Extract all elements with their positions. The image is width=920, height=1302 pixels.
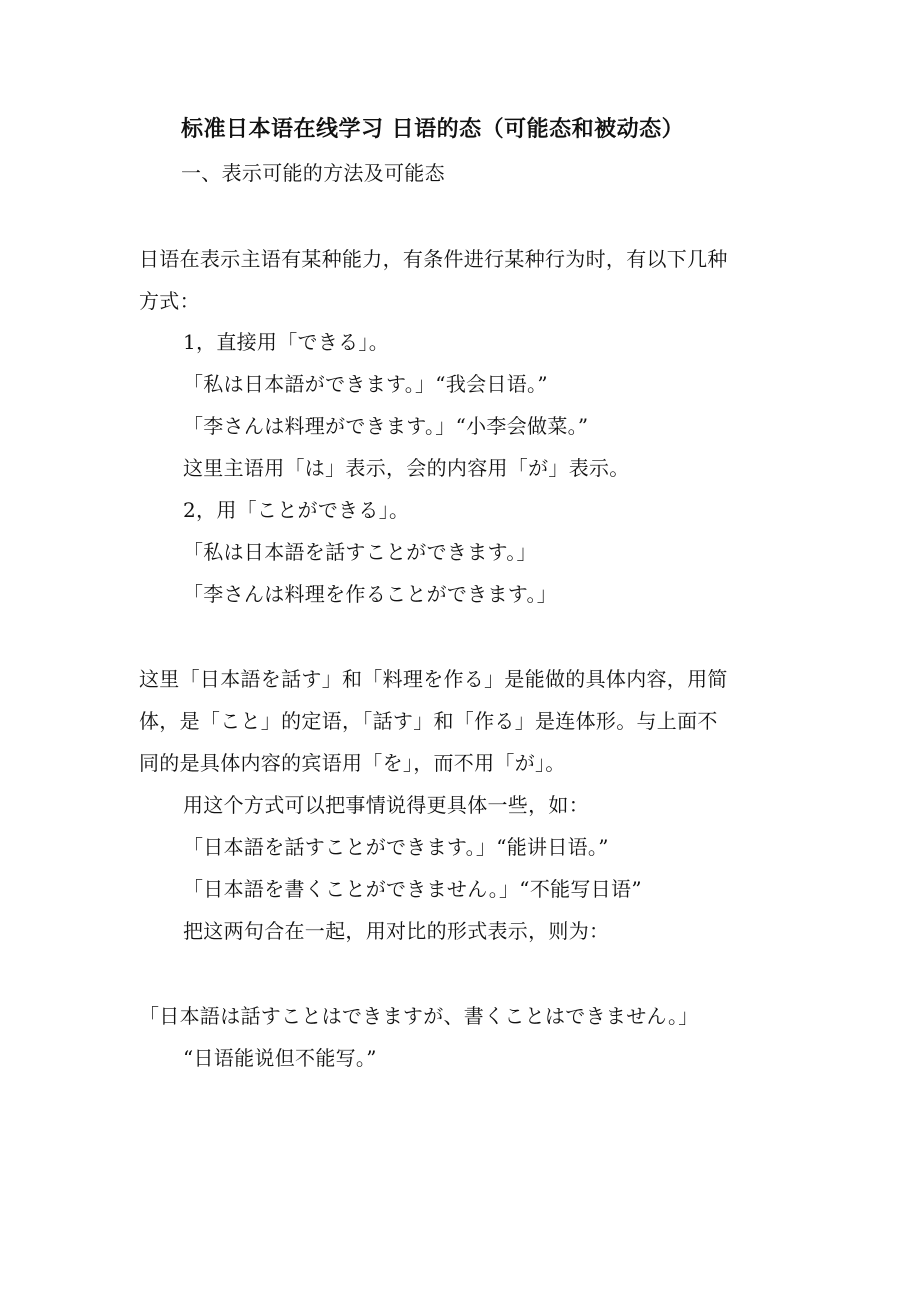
paragraph-line: 1，直接用「できる」。 (183, 330, 390, 354)
page-title: 标准日本语在线学习 日语的态（可能态和被动态） (181, 116, 685, 142)
paragraph-line: 把这两句合在一起，用对比的形式表示，则为： (183, 919, 610, 943)
example-sentence: 「李さんは料理ができます。」“小李会做菜。” (183, 414, 589, 438)
example-sentence: 「日本語は話すことはできますが、書くことはできません。」 (139, 1004, 699, 1028)
example-translation: “日语能说但不能写。” (183, 1046, 377, 1070)
paragraph-line: 2，用「ことができる」。 (183, 498, 410, 522)
paragraph-line: 用这个方式可以把事情说得更具体一些，如： (183, 793, 589, 817)
example-sentence: 「私は日本語ができます。」“我会日语。” (183, 372, 548, 396)
section-heading: 一、表示可能的方法及可能态 (181, 161, 445, 185)
example-sentence: 「日本語を話すことができます。」“能讲日语。” (183, 835, 609, 859)
example-sentence: 「私は日本語を話すことができます。」 (183, 540, 537, 564)
paragraph-line: 这里主语用「は」表示，会的内容用「が」表示。 (183, 456, 630, 480)
paragraph-line: 体，是「こと」的定语，「話す」和「作る」是连体形。与上面不 (139, 709, 718, 733)
paragraph-line: 这里「日本語を話す」和「料理を作る」是能做的具体内容，用简 (139, 667, 728, 691)
paragraph-line: 日语在表示主语有某种能力，有条件进行某种行为时，有以下几种 (139, 247, 728, 271)
example-sentence: 「李さんは料理を作ることができます。」 (183, 582, 558, 606)
example-sentence: 「日本語を書くことができません。」“不能写日语” (183, 877, 642, 901)
paragraph-line: 方式： (139, 289, 200, 313)
paragraph-line: 同的是具体内容的宾语用「を」，而不用「が」。 (139, 751, 566, 775)
